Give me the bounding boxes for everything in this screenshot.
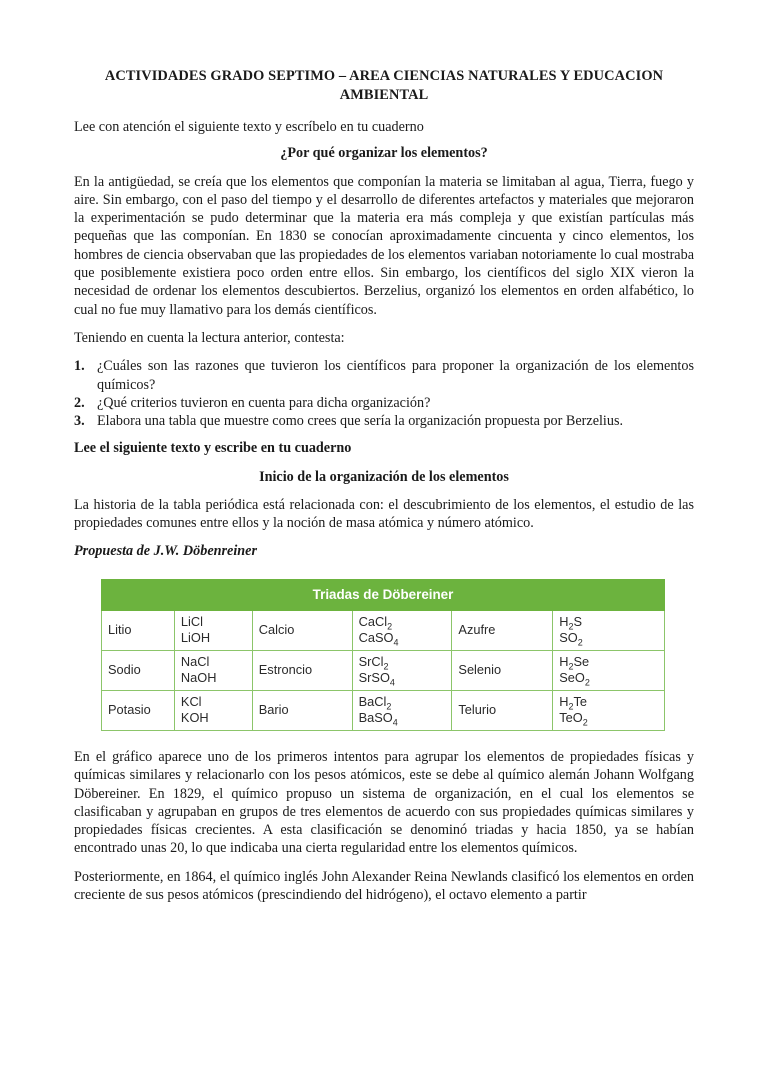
compound: SeO$_2$ bbox=[559, 670, 590, 688]
instruction-text: Lee con atención el siguiente texto y escríbelo en tu cuaderno bbox=[74, 119, 424, 135]
element-name: Azufre bbox=[452, 610, 553, 650]
question-text: ¿Qué criterios tuvieron en cuenta para dicha organización? bbox=[97, 394, 431, 411]
compound: CaCl$_2$ bbox=[358, 614, 393, 632]
element-name: Sodio bbox=[102, 650, 175, 690]
compounds-cell bbox=[174, 610, 252, 650]
question-text: Elabora una tabla que muestre como crees que sería la organización propuesta por Berzelius. bbox=[97, 413, 624, 430]
triads-table bbox=[101, 579, 665, 731]
document-page bbox=[0, 67, 768, 1091]
compound: KCl bbox=[180, 694, 202, 710]
compound: LiOH bbox=[180, 630, 211, 646]
compound: $H_2Se$ bbox=[559, 654, 590, 672]
triads-table-figure bbox=[101, 579, 665, 731]
compound: KOH bbox=[180, 710, 209, 726]
compounds-cell bbox=[553, 610, 665, 650]
compound: NaCl bbox=[180, 654, 210, 670]
body-paragraph: La historia de la tabla periódica está relacionada con: el descubrimiento de los elementos, el estudio de las propiedades comunes entre ellos y la noción de masa atómica y número atómico. bbox=[74, 497, 694, 532]
element-name: Potasio bbox=[102, 690, 175, 730]
compound: SrCl$_2$ bbox=[358, 654, 389, 672]
question-number: 2. bbox=[74, 394, 85, 411]
element-name: Estroncio bbox=[252, 650, 352, 690]
question-number: 3. bbox=[74, 413, 85, 430]
compounds-cell bbox=[174, 650, 252, 690]
instruction-text: Lee el siguiente texto y escribe en tu cuaderno bbox=[74, 440, 352, 457]
questions-list bbox=[74, 357, 694, 430]
compound: TeO$_2$ bbox=[559, 710, 588, 728]
compound: NaOH bbox=[180, 670, 217, 686]
compound: $H_2Te$ bbox=[559, 694, 587, 712]
compounds-cell bbox=[174, 690, 252, 730]
triads-table-header: Triadas de Döbereiner bbox=[102, 579, 665, 610]
compounds-cell bbox=[352, 650, 452, 690]
questions-prompt: Teniendo en cuenta la lectura anterior, contesta: bbox=[74, 329, 345, 346]
table-row bbox=[102, 610, 665, 650]
body-paragraph: En el gráfico aparece uno de los primeros intentos para agrupar los elementos de propiedades físicas y químicas similares y relacionarlo con los pesos atómicos, este se debe al químico alemán Johann Wolfgang Döbereiner. En 1829, el químico propuso un sistema de organización, en el cual los elementos se clasificaban y agrupaban en grupos de tres elementos de acuerdo con sus propiedades químicas similares y propiedades físicas crecientes. A esta clasificación se denominó triadas y hacia 1850, ya se habían encontrado unas 20, lo que indicaba una cierta regularidad entre los elementos químicos. bbox=[74, 748, 694, 857]
compound: BaSO$_4$ bbox=[358, 710, 398, 728]
question-number: 1. bbox=[74, 358, 85, 375]
element-name: Litio bbox=[102, 610, 175, 650]
compound: CaSO$_4$ bbox=[358, 630, 399, 648]
table-row bbox=[102, 650, 665, 690]
compounds-cell bbox=[352, 610, 452, 650]
compounds-cell bbox=[553, 650, 665, 690]
subheading: Propuesta de J.W. Döbenreiner bbox=[74, 542, 257, 559]
compound: $SO_2$ bbox=[559, 630, 583, 648]
element-name: Bario bbox=[252, 690, 352, 730]
element-name: Calcio bbox=[252, 610, 352, 650]
compound: $H_2S$ bbox=[559, 614, 583, 632]
question-text: ¿Cuáles son las razones que tuvieron los científicos para proponer la organización de los elementos químicos? bbox=[97, 358, 694, 393]
page-title: ACTIVIDADES GRADO SEPTIMO – AREA CIENCIAS NATURALES Y EDUCACION AMBIENTAL bbox=[104, 68, 664, 103]
body-paragraph: Posteriormente, en 1864, el químico inglés John Alexander Reina Newlands clasificó los elementos en orden creciente de sus pesos atómicos (prescindiendo del hidrógeno), el octavo elemento a partir bbox=[74, 868, 694, 904]
compound: BaCl$_2$ bbox=[358, 694, 392, 712]
element-name: Selenio bbox=[452, 650, 553, 690]
question-item bbox=[74, 357, 694, 394]
compounds-cell bbox=[553, 690, 665, 730]
body-paragraph: En la antigüedad, se creía que los elementos que componían la materia se limitaban al agua, Tierra, fuego y aire. Sin embargo, con el paso del tiempo y el desarrollo de diferentes artefactos y materiales que mejoraron la experimentación se pudo determinar que la materia era más compleja y que existían partículas más pequeñas que las componían. En 1830 se conocían aproximadamente cincuenta y cinco elementos, los hombres de ciencia observaban que las propiedades de los elementos variaban notoriamente lo cual mostraba que posiblemente existiera poco orden entre ellos. Sin embargo, los científicos del siglo XIX vieron la necesidad de ordenar los elementos descubiertos. Berzelius, organizó los elementos en orden alfabético, lo cual no fue muy llamativo para los demás científicos. bbox=[74, 173, 694, 318]
question-item bbox=[74, 412, 694, 430]
compound: LiCl bbox=[180, 614, 203, 630]
compound: SrSO$_4$ bbox=[358, 670, 395, 688]
section-heading: ¿Por qué organizar los elementos? bbox=[280, 145, 488, 162]
table-row bbox=[102, 690, 665, 730]
compounds-cell bbox=[352, 690, 452, 730]
element-name: Telurio bbox=[452, 690, 553, 730]
section-heading: Inicio de la organización de los elementos bbox=[259, 468, 509, 485]
question-item bbox=[74, 394, 694, 412]
